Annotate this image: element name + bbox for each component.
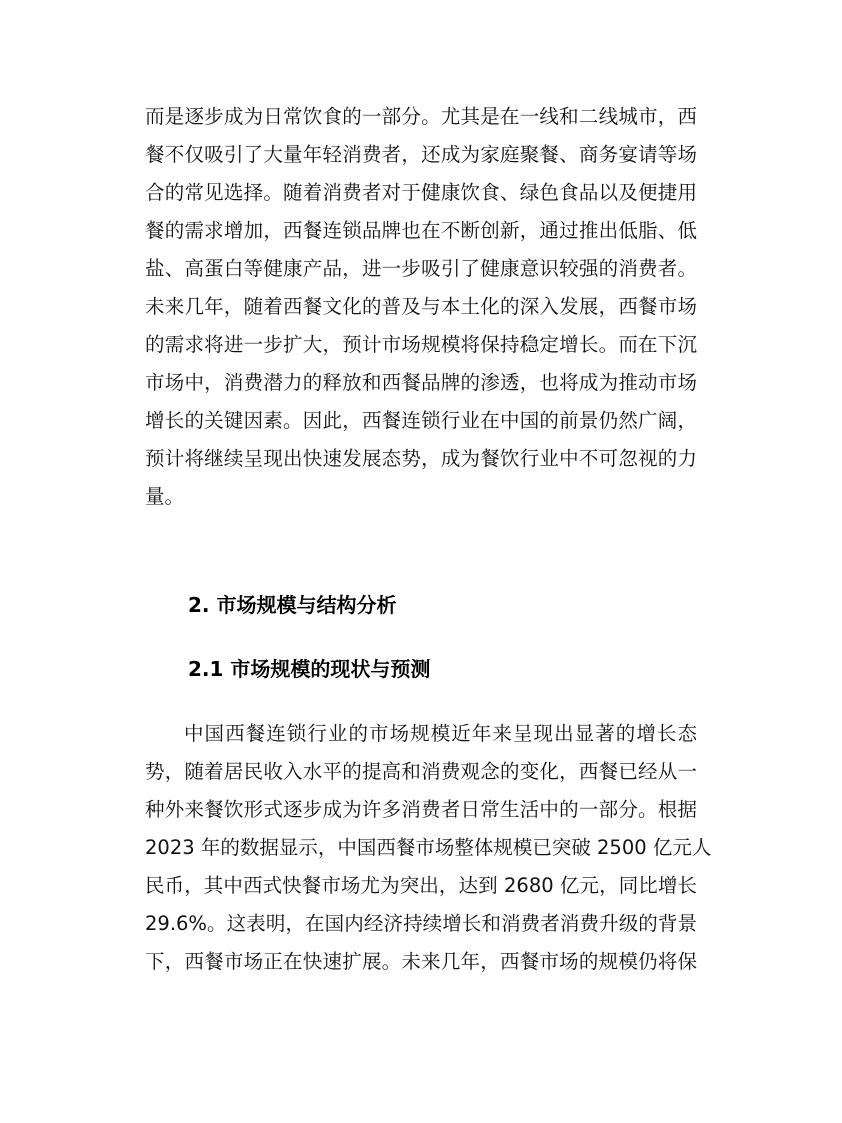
paragraph-line: 增长的关键因素。因此，西餐连锁行业在中国的前景仍然广阔， [145, 409, 697, 432]
paragraph-line: 2023 年的数据显示，中国西餐市场整体规模已突破 2500 亿元人 [145, 836, 712, 859]
paragraph-line: 市场中，消费潜力的释放和西餐品牌的渗透，也将成为推动市场 [145, 371, 697, 394]
paragraph-line: 餐的需求增加，西餐连锁品牌也在不断创新，通过推出低脂、低 [145, 219, 697, 242]
paragraph-line: 29.6%。这表明，在国内经济持续增长和消费者消费升级的背景 [145, 912, 697, 935]
paragraph-line: 的需求将进一步扩大，预计市场规模将保持稳定增长。而在下沉 [145, 333, 697, 356]
paragraph-line: 种外来餐饮形式逐步成为许多消费者日常生活中的一部分。根据 [145, 798, 697, 821]
paragraph-line: 势，随着居民收入水平的提高和消费观念的变化，西餐已经从一 [145, 760, 697, 783]
paragraph-line: 未来几年，随着西餐文化的普及与本土化的深入发展，西餐市场 [145, 295, 697, 318]
paragraph-line: 民币，其中西式快餐市场尤为突出，达到 2680 亿元，同比增长 [145, 874, 697, 897]
paragraph-line: 下，西餐市场正在快速扩展。未来几年，西餐市场的规模仍将保 [145, 950, 697, 973]
paragraph-line: 中国西餐连锁行业的市场规模近年来呈现出显著的增长态 [184, 722, 697, 745]
paragraph-line: 餐不仅吸引了大量年轻消费者，还成为家庭聚餐、商务宴请等场 [145, 143, 697, 166]
paragraph-line: 量。 [145, 485, 185, 508]
paragraph-line: 而是逐步成为日常饮食的一部分。尤其是在一线和二线城市，西 [145, 105, 697, 128]
paragraph-line: 合的常见选择。随着消费者对于健康饮食、绿色食品以及便捷用 [145, 181, 697, 204]
paragraph-line: 盐、高蛋白等健康产品，进一步吸引了健康意识较强的消费者。 [145, 257, 697, 280]
subsection-heading: 2.1 市场规模的现状与预测 [188, 657, 431, 681]
paragraph-line: 预计将继续呈现出快速发展态势，成为餐饮行业中不可忽视的力 [145, 447, 697, 470]
section-heading: 2. 市场规模与结构分析 [188, 593, 397, 617]
